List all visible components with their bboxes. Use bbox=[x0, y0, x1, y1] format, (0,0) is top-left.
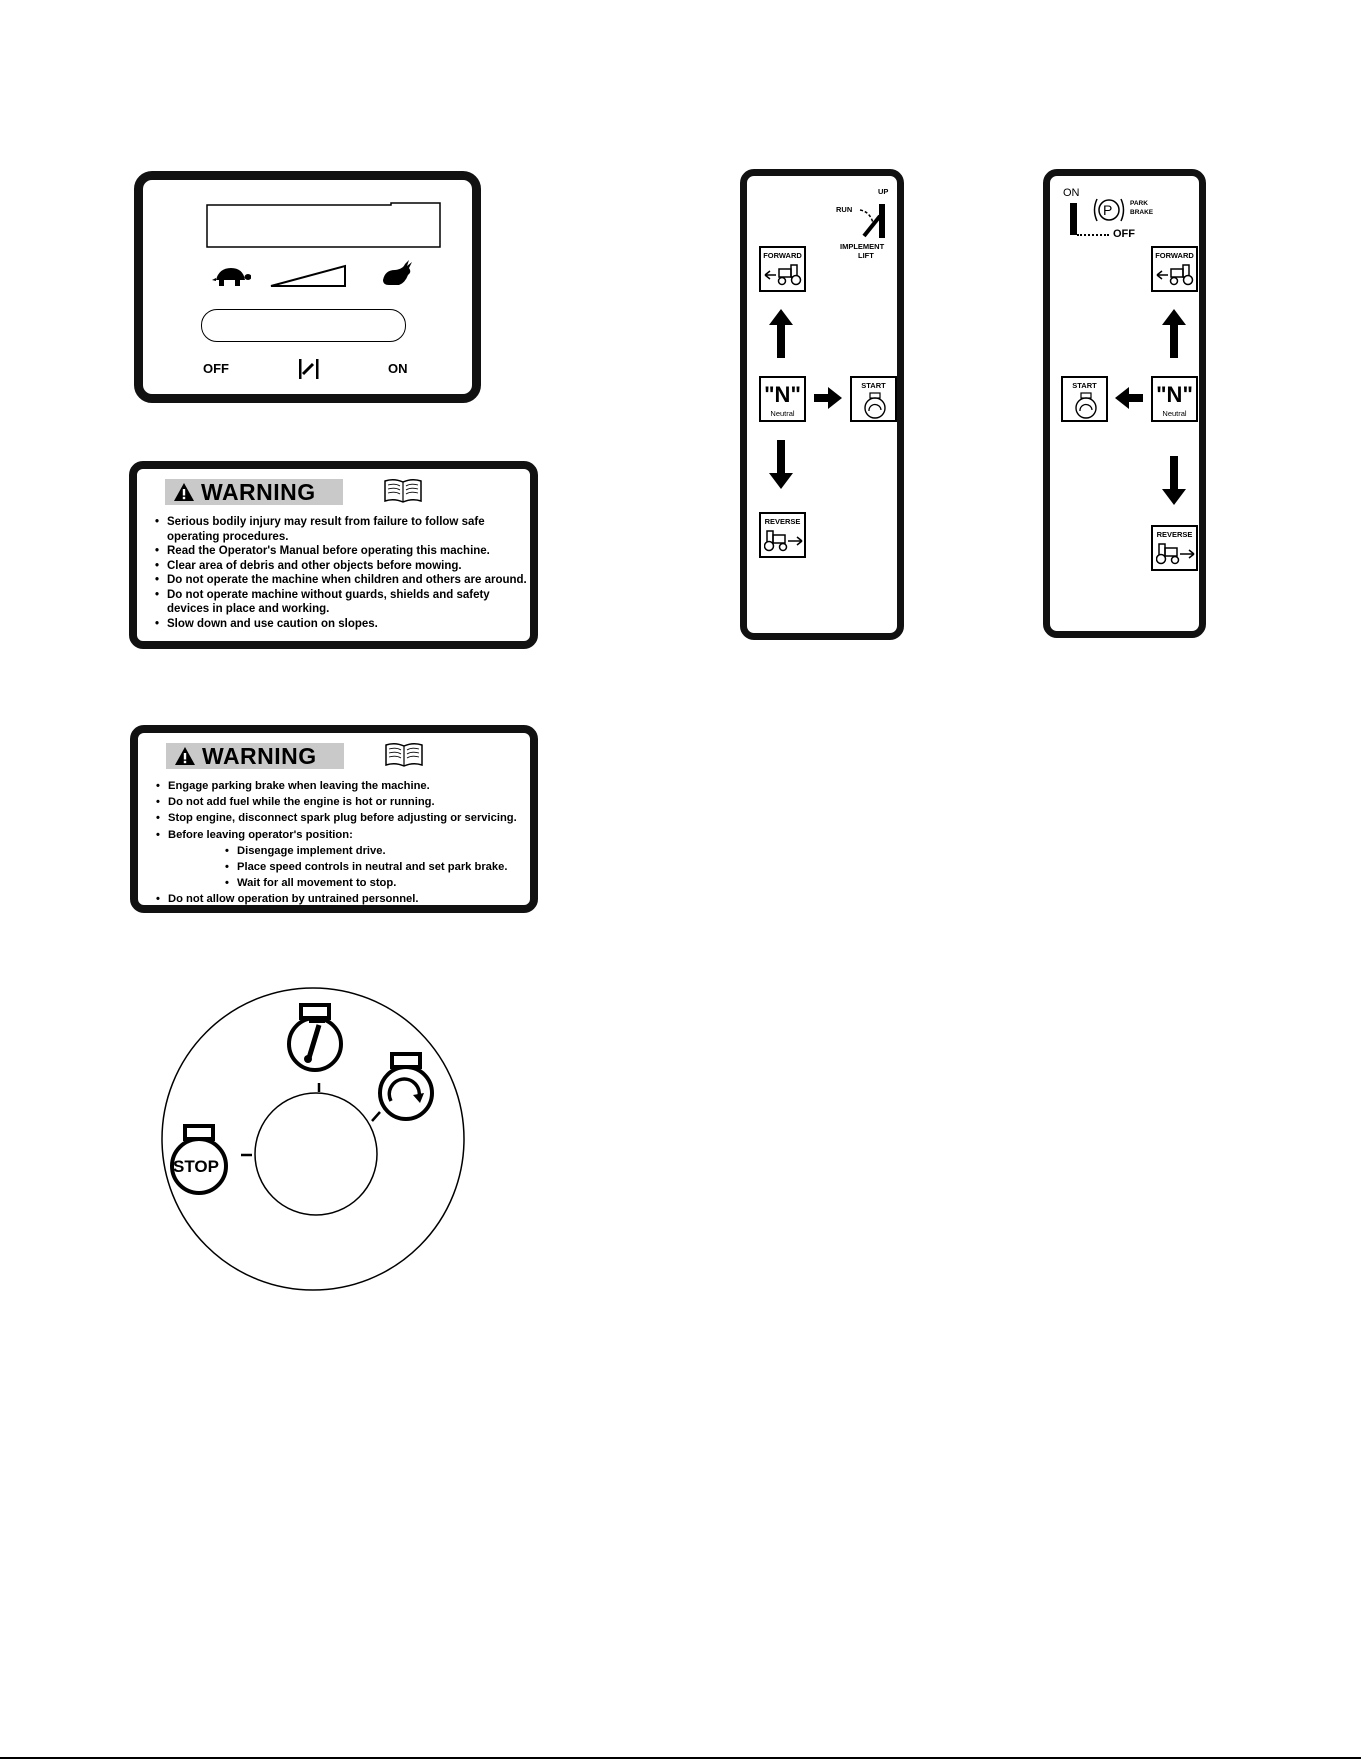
forward-label: FORWARD bbox=[763, 251, 802, 260]
start-button[interactable] bbox=[1061, 376, 1108, 422]
forward-button[interactable] bbox=[759, 246, 806, 292]
neutral-small: Neutral bbox=[1162, 409, 1187, 418]
warning-item: • Slow down and use caution on slopes. bbox=[155, 617, 530, 632]
warning-item: • Serious bodily injury may result from failure to follow safe operating procedures. bbox=[155, 515, 530, 544]
brake-label: BRAKE bbox=[1130, 209, 1154, 216]
warning-item: • Engage parking brake when leaving the machine. bbox=[156, 778, 517, 794]
right-arrow bbox=[813, 385, 843, 411]
engine-run-icon bbox=[282, 1002, 348, 1072]
warning-item: • Before leaving operator's position: bbox=[156, 827, 517, 843]
warning-title: WARNING bbox=[201, 478, 316, 505]
implement-label: IMPLEMENT bbox=[840, 242, 885, 251]
on-label: ON bbox=[1063, 187, 1080, 199]
reverse-label: REVERSE bbox=[764, 517, 801, 526]
tractor-forward-icon bbox=[1156, 263, 1194, 287]
lift-label: LIFT bbox=[858, 251, 874, 260]
warning-item: • Do not operate machine without guards, shields and safety devices in place and working. bbox=[155, 588, 530, 617]
tractor-reverse-icon bbox=[764, 529, 804, 553]
tractor-forward-icon bbox=[764, 263, 802, 287]
neutral-big: "N" bbox=[1156, 382, 1193, 407]
book-icon bbox=[382, 477, 424, 505]
warning-subitem: • Place speed controls in neutral and set park brake. bbox=[156, 859, 517, 875]
right-control-panel bbox=[1043, 169, 1206, 638]
forward-button[interactable] bbox=[1151, 246, 1198, 292]
throttle-window bbox=[206, 202, 441, 248]
start-label: START bbox=[861, 381, 886, 390]
bottom-rule bbox=[0, 1757, 1361, 1759]
reverse-label: REVERSE bbox=[1156, 530, 1193, 539]
warning-item: • Clear area of debris and other objects before mowing. bbox=[155, 559, 530, 574]
start-button[interactable] bbox=[850, 376, 897, 422]
up-arrow bbox=[1160, 308, 1188, 360]
warning-list bbox=[156, 778, 517, 908]
warning-header bbox=[165, 479, 343, 505]
warning-item: • Do not operate the machine when children and others are around. bbox=[155, 573, 530, 588]
reverse-button[interactable] bbox=[1151, 525, 1198, 571]
speed-ramp bbox=[269, 262, 349, 288]
up-arrow bbox=[767, 308, 795, 360]
warning-list bbox=[155, 515, 530, 631]
turtle-icon bbox=[211, 265, 251, 289]
warning-title: WARNING bbox=[202, 742, 317, 769]
engine-start-icon bbox=[373, 1051, 439, 1121]
up-label: UP bbox=[878, 187, 889, 196]
left-arrow bbox=[1114, 385, 1144, 411]
stop-icon bbox=[165, 1123, 233, 1195]
start-icon bbox=[862, 392, 888, 420]
book-icon bbox=[383, 741, 425, 769]
start-icon bbox=[1073, 392, 1099, 420]
warning-item: • Do not allow operation by untrained personnel. bbox=[156, 891, 517, 907]
tractor-reverse-icon bbox=[1156, 542, 1196, 566]
implement-lift-icon bbox=[850, 198, 894, 240]
down-arrow bbox=[1160, 454, 1188, 506]
warning-triangle-icon bbox=[174, 746, 196, 766]
warning-item: • Read the Operator's Manual before operating this machine. bbox=[155, 544, 530, 559]
warning-item: • Do not add fuel while the engine is hot or running. bbox=[156, 794, 517, 810]
reverse-button[interactable] bbox=[759, 512, 806, 558]
park-brake-lever bbox=[1070, 203, 1077, 235]
park-brake-off-dots bbox=[1077, 234, 1109, 236]
start-label: START bbox=[1072, 381, 1097, 390]
warning-subitem: • Wait for all movement to stop. bbox=[156, 875, 517, 891]
run-label: RUN bbox=[836, 205, 853, 214]
forward-label: FORWARD bbox=[1155, 251, 1194, 260]
warning-subitem: • Disengage implement drive. bbox=[156, 843, 517, 859]
park-symbol: P bbox=[1103, 202, 1113, 218]
park-label: PARK bbox=[1130, 200, 1148, 207]
warning-triangle-icon bbox=[173, 482, 195, 502]
left-control-panel bbox=[740, 169, 904, 640]
neutral-box[interactable] bbox=[759, 376, 806, 422]
choke-icon bbox=[297, 358, 321, 380]
warning-header bbox=[166, 743, 344, 769]
warning-decal-2 bbox=[130, 725, 538, 913]
off-label: OFF bbox=[1113, 228, 1135, 240]
off-label: OFF bbox=[203, 361, 229, 376]
down-arrow bbox=[767, 438, 795, 490]
on-label: ON bbox=[388, 361, 408, 376]
neutral-small: Neutral bbox=[770, 409, 795, 418]
throttle-decal bbox=[134, 171, 481, 403]
warning-decal-1 bbox=[129, 461, 538, 649]
choke-slot[interactable] bbox=[201, 309, 406, 342]
warning-item: • Stop engine, disconnect spark plug before adjusting or servicing. bbox=[156, 810, 517, 826]
neutral-box[interactable] bbox=[1151, 376, 1198, 422]
rabbit-icon bbox=[379, 258, 415, 290]
stop-label: STOP bbox=[173, 1157, 219, 1176]
neutral-big: "N" bbox=[764, 382, 801, 407]
